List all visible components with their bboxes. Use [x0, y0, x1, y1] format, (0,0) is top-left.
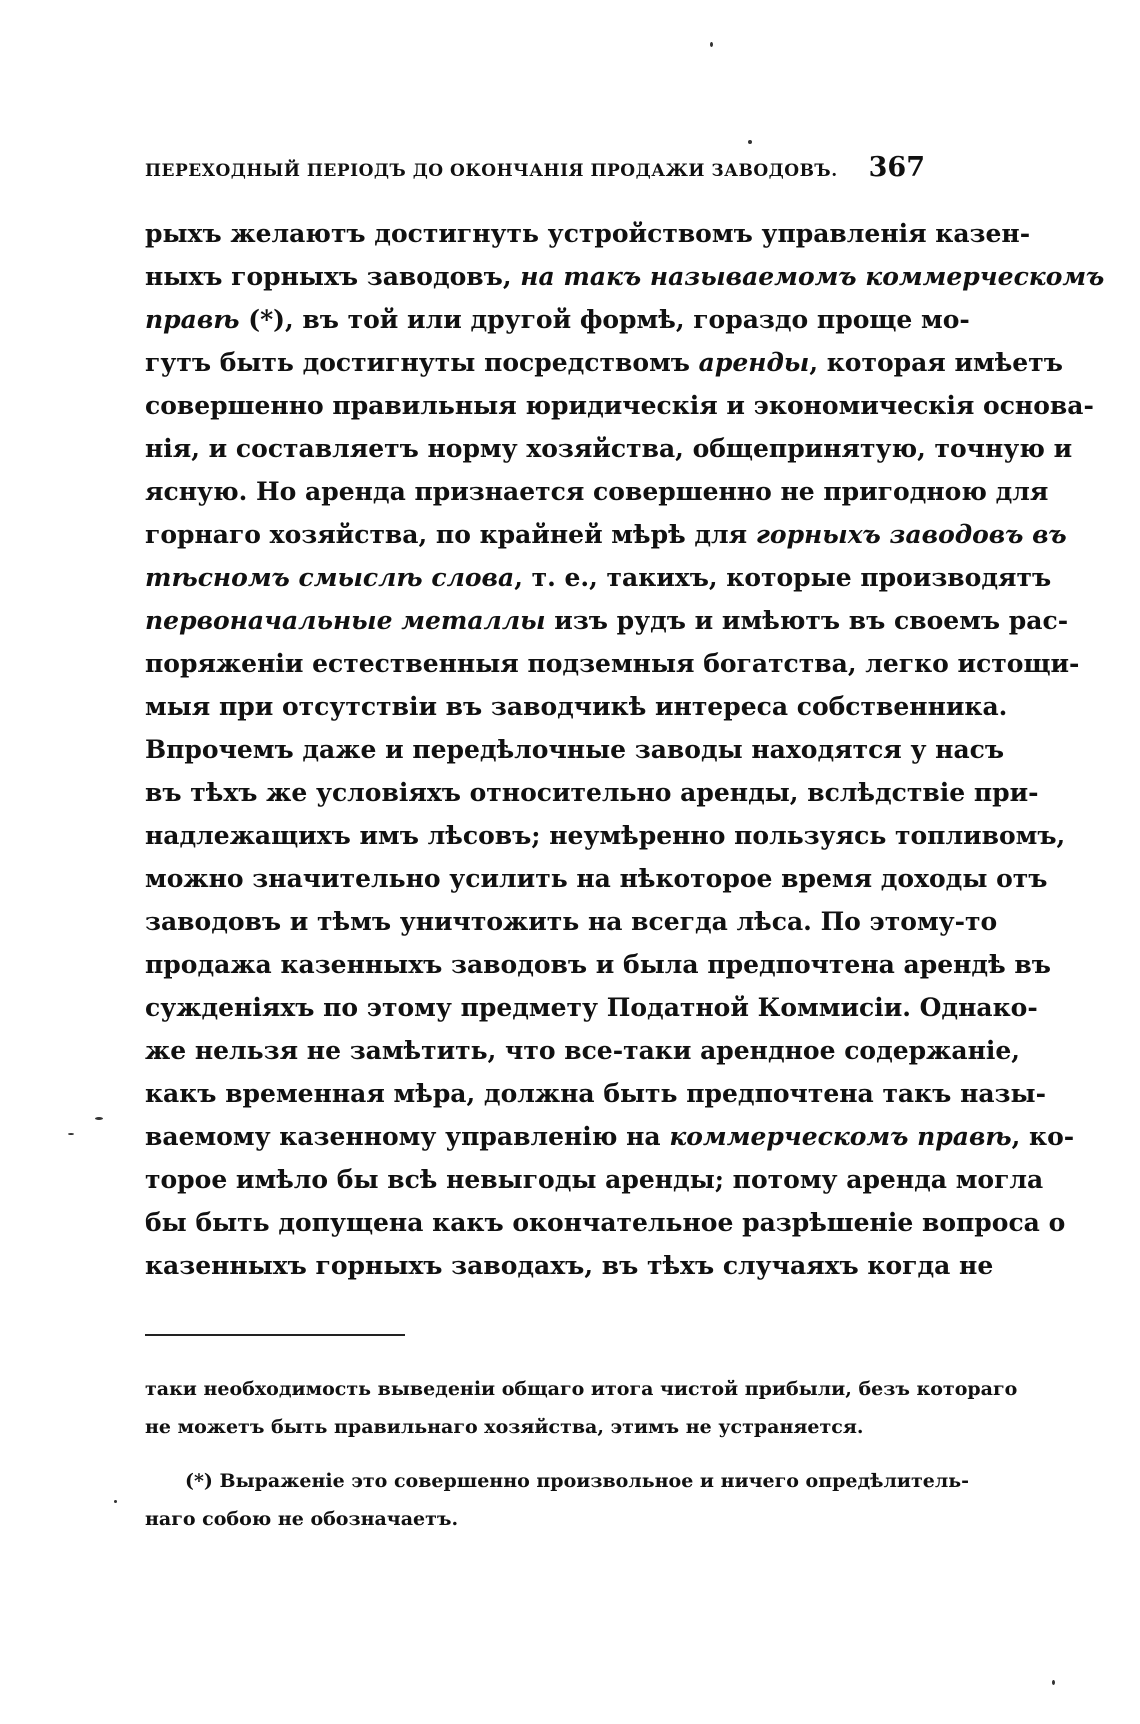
text-line [145, 341, 1063, 384]
footnotes [145, 1370, 1018, 1538]
text-line [145, 642, 1080, 685]
text-line [145, 470, 1049, 513]
text-run: ваемому казенному управленію на [145, 1122, 670, 1151]
italic-phrase: коммерческомъ правѣ [669, 1122, 1012, 1151]
text-line [145, 513, 1067, 556]
footnote-continued-line: не можетъ быть правильнаго хозяйства, этимъ не устраняется. [145, 1416, 864, 1438]
text-line [145, 728, 1005, 771]
main-text [145, 212, 1105, 1287]
text-line [145, 857, 1048, 900]
text-line [145, 427, 1073, 470]
text-run: какъ временная мѣра, должна быть предпочтена такъ назы- [145, 1079, 1046, 1108]
text-line [145, 298, 970, 341]
text-line [145, 814, 1066, 857]
text-run: въ тѣхъ же условіяхъ относительно аренды, вслѣдствіе при- [145, 778, 1039, 807]
italic-phrase: аренды [698, 348, 810, 377]
text-line [145, 1029, 1020, 1072]
text-line [145, 986, 1038, 1029]
text-run: ясную. Но аренда признается совершенно не пригодною для [145, 477, 1049, 506]
text-run: горнаго хозяйства, по крайней мѣрѣ для [145, 520, 756, 549]
text-run: казенныхъ горныхъ заводахъ, въ тѣхъ случаяхъ когда не [145, 1251, 994, 1280]
text-run: бы быть допущена какъ окончательное разрѣшеніе вопроса о [145, 1208, 1066, 1237]
running-head [145, 152, 925, 192]
text-run: изъ рудъ и имѣютъ въ своемъ рас- [545, 606, 1069, 635]
text-run: торое имѣло бы всѣ невыгоды аренды; потому аренда могла [145, 1165, 1044, 1194]
scan-speck [748, 140, 752, 144]
text-line [145, 1158, 1044, 1201]
text-run: надлежащихъ имъ лѣсовъ; неумѣренно пользуясь топливомъ, [145, 821, 1066, 850]
footnote-line: (*) Выраженіе это совершенно произвольное и ничего опредѣлитель- [185, 1470, 970, 1492]
text-run: , которая имѣетъ [809, 348, 1063, 377]
text-line [145, 943, 1051, 986]
page-number: 367 [868, 152, 925, 183]
scan-speck [710, 42, 713, 47]
text-line [145, 1072, 1046, 1115]
footnote-gap [145, 1446, 925, 1462]
text-line [145, 900, 998, 943]
text-line [145, 685, 1008, 728]
text-line [145, 599, 1069, 642]
italic-phrase: первоначальные металлы [145, 606, 546, 635]
text-line [145, 556, 1052, 599]
text-run: Впрочемъ даже и передѣлочные заводы находятся у насъ [145, 735, 1005, 764]
text-line [145, 1201, 1066, 1244]
text-run: (*), въ той или другой формѣ, гораздо проще мо- [239, 305, 970, 334]
text-run: мыя при отсутствіи въ заводчикѣ интереса собственника. [145, 692, 1008, 721]
text-run: , т. е., такихъ, которые производятъ [514, 563, 1052, 592]
scan-speck [68, 1133, 74, 1135]
text-run: гутъ быть достигнуты посредствомъ [145, 348, 699, 377]
scan-speck [1052, 1680, 1055, 1685]
text-run: же нельзя не замѣтить, что все-таки арендное содержаніе, [145, 1036, 1020, 1065]
text-run: , ко- [1011, 1122, 1075, 1151]
italic-phrase: тѣсномъ смыслѣ слова [145, 563, 515, 592]
running-title: ПЕРЕХОДНЫЙ ПЕРІОДЪ ДО ОКОНЧАНІЯ ПРОДАЖИ ЗАВОДОВЪ. [145, 161, 838, 181]
footnote-line: наго собою не обозначаетъ. [145, 1508, 459, 1530]
text-run: поряженіи естественныя подземныя богатства, легко истощи- [145, 649, 1080, 678]
text-run: рыхъ желаютъ достигнуть устройствомъ управленія казен- [145, 219, 1031, 248]
scan-speck [114, 1500, 117, 1503]
italic-phrase: правѣ [145, 305, 240, 334]
text-line [145, 1115, 1075, 1158]
footnote-continued-line: таки необходимость выведеніи общаго итога чистой прибыли, безъ котораго [145, 1378, 1018, 1400]
text-line [145, 1244, 994, 1287]
text-run: заводовъ и тѣмъ уничтожить на всегда лѣса. По этому-то [145, 907, 998, 936]
text-run: можно значительно усилить на нѣкоторое время доходы отъ [145, 864, 1048, 893]
text-run: продажа казенныхъ заводовъ и была предпочтена арендѣ въ [145, 950, 1051, 979]
italic-phrase: на такъ называемомъ коммерческомъ [520, 262, 1105, 291]
text-line [145, 212, 1031, 255]
text-line [145, 384, 1094, 427]
text-run: ныхъ горныхъ заводовъ, [145, 262, 521, 291]
text-run: нія, и составляетъ норму хозяйства, общепринятую, точную и [145, 434, 1073, 463]
text-line [145, 255, 1105, 298]
text-run: сужденіяхъ по этому предмету Податной Коммисіи. Однако- [145, 993, 1038, 1022]
text-line [145, 771, 1039, 814]
italic-phrase: горныхъ заводовъ въ [755, 520, 1067, 549]
footnote-divider [145, 1334, 405, 1336]
scan-speck [95, 1117, 103, 1120]
text-run: совершенно правильныя юридическія и экономическія основа- [145, 391, 1094, 420]
